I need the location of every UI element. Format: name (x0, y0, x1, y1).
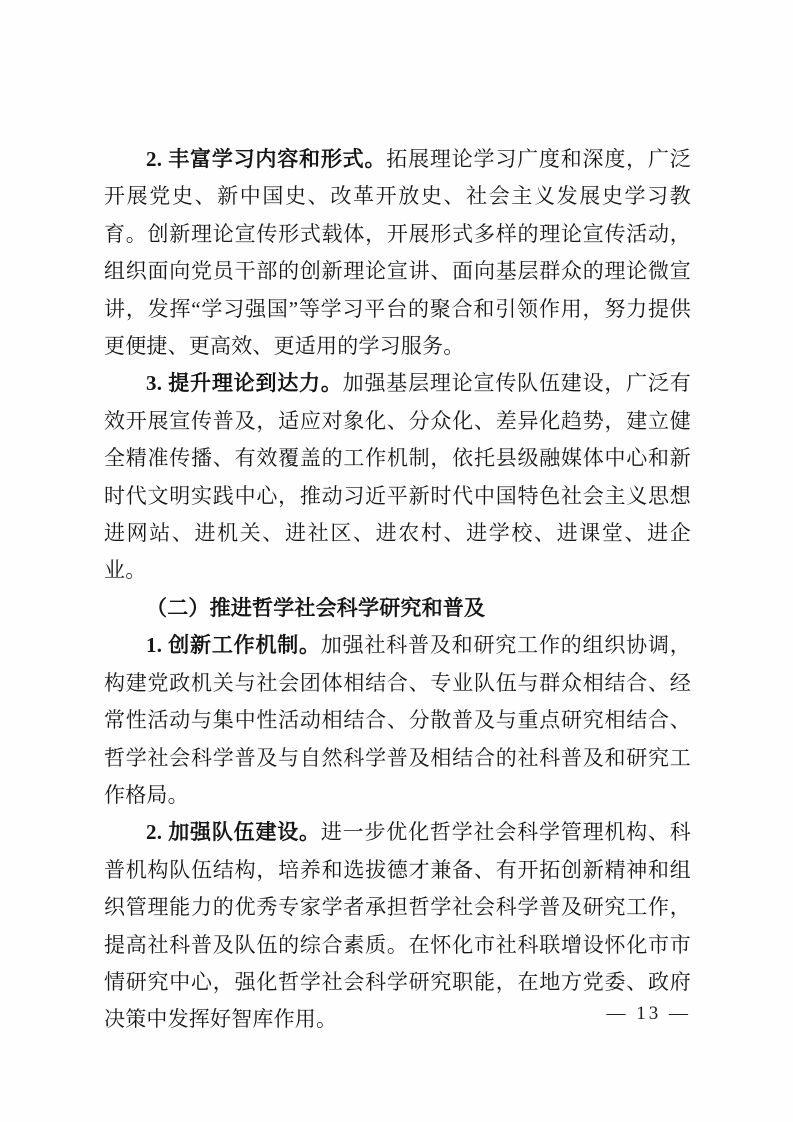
paragraph-work-mechanism (104, 627, 691, 814)
paragraph-theory-reach (104, 365, 691, 589)
paragraph-text: 拓展理论学习广度和深度，广泛开展党史、新中国史、改革开放史、社会主义发展史学习教育。创新理论宣传形式载体，开展形式多样的理论宣传活动，组织面向党员干部的创新理论宣讲、面向基层群众的理论微宣讲，发挥“学习强国”等学习平台的聚合和引领作用，努力提供更便捷、更高效、更适用的学习服务。 (104, 147, 691, 359)
page-number: — 13 — (606, 1003, 691, 1024)
paragraph-lead: 1. 创新工作机制。 (146, 633, 321, 658)
paragraph-text: 进一步优化哲学社会科学管理机构、科普机构队伍结构，培养和选拔德才兼备、有开拓创新精神和组织管理能力的优秀专家学者承担哲学社会科学普及研究工作，提高社科普及队伍的综合素质。在怀化市社科联增设怀化市市情研究中心，强化哲学社会科学研究职能，在地方党委、政府决策中发挥好智库作用。 (104, 820, 692, 1032)
paragraph-enrich-learning (104, 141, 691, 365)
paragraph-text: 加强基层理论宣传队伍建设，广泛有效开展宣传普及，适应对象化、分众化、差异化趋势，建立健全精准传播、有效覆盖的工作机制，依托县级融媒体中心和新时代文明实践中心，推动习近平新时代中国特色社会主义思想进网站、进机关、进社区、进农村、进学校、进课堂、进企业。 (104, 371, 691, 583)
document-body (104, 141, 691, 1039)
section-heading-social-science (104, 590, 691, 627)
paragraph-team-building (104, 814, 691, 1038)
paragraph-lead: 2. 丰富学习内容和形式。 (146, 147, 387, 171)
paragraph-lead: 2. 加强队伍建设。 (146, 820, 321, 845)
paragraph-lead: 3. 提升理论到达力。 (146, 371, 343, 396)
paragraph-text: 加强社科普及和研究工作的组织协调，构建党政机关与社会团体相结合、专业队伍与群众相结合、经常性活动与集中性活动相结合、分散普及与重点研究相结合、哲学社会科学普及与自然科学普及相结合的社科普及和研究工作格局。 (104, 633, 692, 807)
section-heading-text: （二）推进哲学社会科学研究和普及 (146, 595, 486, 620)
